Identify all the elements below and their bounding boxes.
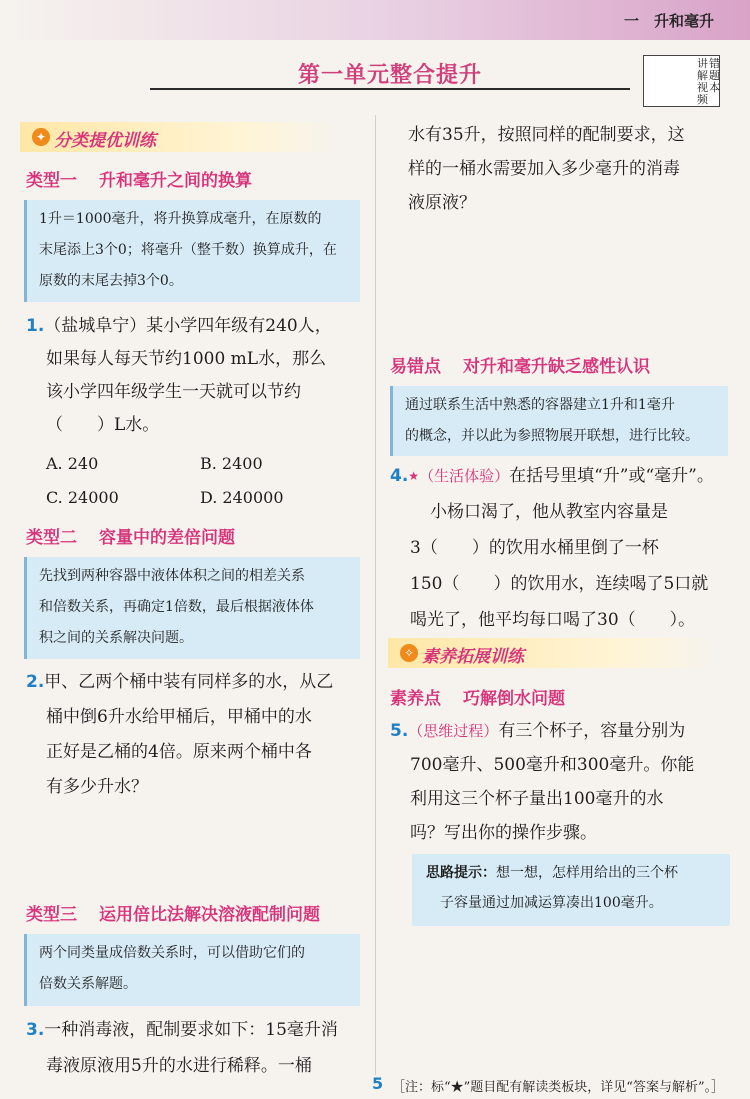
flame-icon: ✦ [32,128,50,146]
q-line: 小杨口渴了，他从教室内容量是 [430,502,668,522]
question-number: 5. [390,721,409,741]
person-icon: ✧ [400,644,418,662]
hint-label: 思路提示： [426,865,496,881]
q-line: 液原液？ [408,193,476,213]
tip-line: 通过联系生活中熟悉的容器建立1升和1毫升 [405,397,675,413]
q-line: 150（ ）的饮用水，连续喝了5口就 [410,574,709,594]
wrongbook-label: 错题本 [709,57,720,94]
q-line: （盐城阜宁）某小学四年级有240人， [44,316,332,336]
pitfall-heading [390,352,650,377]
q-line: 利用这三个杯子量出100毫升的水 [410,789,664,809]
question-number: 1. [26,316,45,336]
hint-box [412,854,730,926]
option-d[interactable]: D. 240000 [200,488,284,507]
question-5 [390,714,735,850]
q-line: 喝光了，他平均每口喝了30（ ）。 [410,610,696,630]
type2-heading [26,523,235,548]
pitfall-title: 对升和毫升缺乏感性认识 [463,357,650,377]
type2-title: 容量中的差倍问题 [99,528,235,548]
tip-line: 1升＝1000毫升，将升换算成毫升，在原数的 [39,211,322,227]
type3-heading [26,900,320,925]
q-line: 正好是乙桶的4倍。原来两个桶中各 [46,742,312,762]
q-line: 样的一桶水需要加入多少毫升的消毒 [408,159,680,179]
q-line: 桶中倒6升水给甲桶后，甲桶中的水 [46,707,312,727]
option-b[interactable]: B. 2400 [200,454,263,473]
tip-line: 和倍数关系，再确定1倍数，最后根据液体体 [39,599,314,615]
life-experience-tag: （生活体验） [419,467,510,485]
type1-heading [26,166,252,191]
tip-line: 的概念，并以此为参照物展开联想，进行比较。 [405,428,699,444]
question-number: 3. [26,1020,45,1040]
pitfall-name: 易错点 [390,357,441,377]
tip-line: 两个同类量成倍数关系时，可以借助它们的 [39,945,305,961]
tip-line: 倍数关系解题。 [39,976,137,992]
skill-title: 巧解倒水问题 [463,689,565,709]
tip-box-4 [390,386,728,456]
q-line: 水有35升，按照同样的配制要求，这 [408,125,685,145]
tip-line: 先找到两种容器中液体体积之间的相差关系 [39,568,305,584]
tip-box-3 [24,934,360,1006]
video-explanation-box[interactable] [643,55,720,107]
column-divider [375,115,376,1075]
question-3 [26,1012,371,1084]
q-line: 有三个杯子，容量分别为 [498,721,686,741]
type1-title: 升和毫升之间的换算 [99,171,252,191]
section-band-classified-training [20,122,340,152]
option-a[interactable]: A. 240 [46,454,99,473]
section-label: 一 升和毫升 [623,12,714,30]
question-number: 2. [26,672,45,692]
option-c[interactable]: C. 24000 [46,488,119,507]
tip-box-2 [24,557,360,659]
footer-note: ［注：标“★”题目配有解读类板块，详见“答案与解析”。］ [392,1080,725,1095]
question-3-continued [408,118,738,220]
q-line: 甲、乙两个桶中装有同样多的水，从乙 [44,672,334,692]
tip-box-1 [24,200,360,302]
skill-heading [390,684,565,709]
q-line: 在括号里填“升”或“毫升”。 [509,466,714,486]
q-line: 吗？写出你的操作步骤。 [410,823,597,843]
section-band-literacy-training [388,638,718,668]
type3-title: 运用倍比法解决溶液配制问题 [99,905,320,925]
q-line: 一种消毒液，配制要求如下：15毫升消 [44,1020,338,1040]
tip-line: 积之间的关系解决问题。 [39,630,193,646]
q-line: 如果每人每天节约1000 mL水，那么 [46,349,327,369]
skill-name: 素养点 [390,689,441,709]
q-line: 有多少升水？ [46,777,148,797]
q-line: 毒液原液用5升的水进行稀释。一桶 [46,1056,312,1076]
type2-name: 类型二 [26,528,77,548]
question-number: 4. [390,466,409,486]
thinking-process-tag: （思维过程） [408,722,499,740]
top-header-bar [0,0,750,40]
hint-text: 子容量通过加减运算凑出100毫升。 [440,895,663,911]
star-icon: ★ [408,469,420,483]
video-label: 讲解视频 [697,57,708,106]
tip-line: 原数的末尾去掉3个0。 [39,273,183,289]
question-2 [26,665,366,805]
page-title: 第一单元整合提升 [297,63,482,88]
question-1 [26,310,366,442]
band-label: 分类提优训练 [54,131,156,151]
type1-name: 类型一 [26,171,77,191]
tip-line: 末尾添上3个0；将毫升（整千数）换算成升，在 [39,242,337,258]
title-rule [150,88,630,90]
q-line: 3（ ）的饮用水桶里倒了一杯 [410,538,659,558]
q-line: 该小学四年级学生一天就可以节约 [46,382,301,402]
type3-name: 类型三 [26,905,77,925]
q-line: （ ）L水。 [46,415,160,435]
question-4 [390,458,735,638]
q-line: 700毫升、500毫升和300毫升。你能 [410,755,695,775]
band-label: 素养拓展训练 [422,647,524,667]
page-number: 5 [372,1074,384,1093]
hint-text: 想一想，怎样用给出的三个杯 [496,865,678,881]
